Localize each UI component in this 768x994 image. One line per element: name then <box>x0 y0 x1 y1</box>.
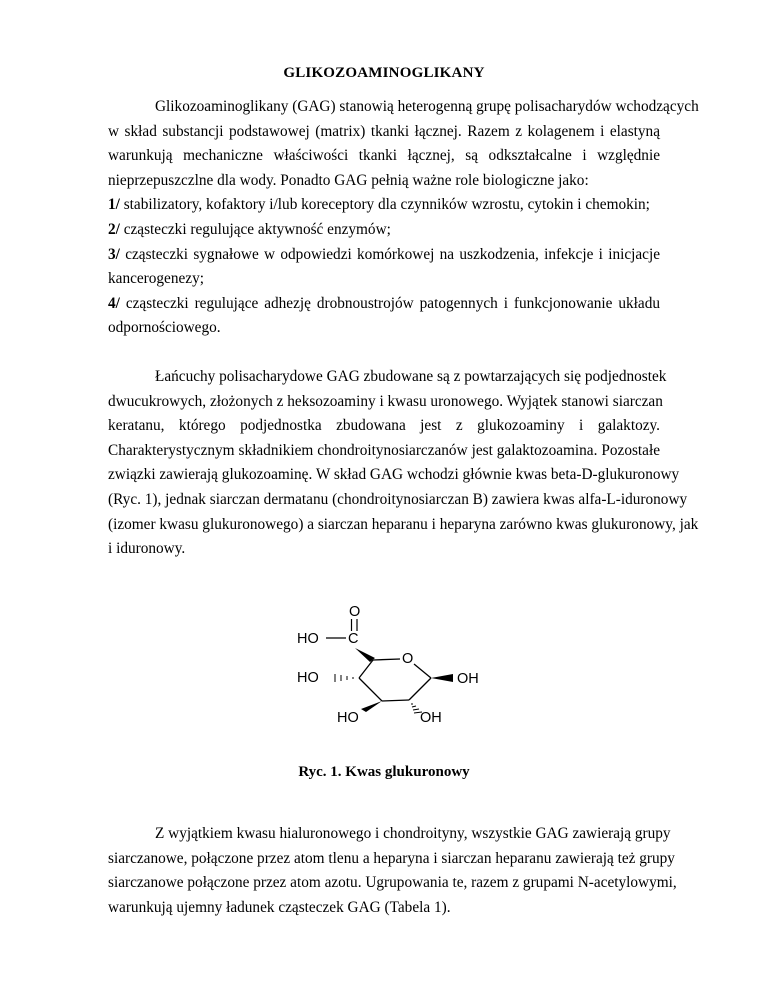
paragraph-line: Z wyjątkiem kwasu hialuronowego i chondroityny, wszystkie GAG zawierają grupy <box>155 825 671 842</box>
paragraph-line: i iduronowy. <box>108 540 186 558</box>
atom-label: O <box>349 604 361 620</box>
paragraph-line: nieprzepuszczlne dla wody. Ponadto GAG pełnią ważne role biologiczne jako: <box>108 171 589 189</box>
intro-section <box>108 95 699 341</box>
atom-label: HO <box>297 631 319 647</box>
list-item-number: 3/ <box>108 245 120 263</box>
paragraph-line: keratanu, którego podjednostka zbudowana jest z glukozoaminy i galaktozy. <box>108 417 660 435</box>
atom-label: OH <box>457 671 479 687</box>
paragraph-line: siarczanowe połączone przez atom azotu. Ugrupowania te, razem z grupami N-acetylowymi, <box>108 874 677 892</box>
list-item-text: cząsteczki sygnałowe w odpowiedzi komórkowej na uszkodzenia, infekcje i inicjacje <box>119 245 660 263</box>
atom-label: C <box>348 631 359 647</box>
list-item-text: cząsteczki regulujące adhezję drobnoustrojów patogennych i funkcjonowanie układu <box>119 294 660 312</box>
paragraph-line: dwucukrowych, złożonych z heksozoaminy i kwasu uronowego. Wyjątek stanowi siarczan <box>108 392 663 410</box>
list-item-number: 1/ <box>108 196 120 214</box>
paragraph-line: w skład substancji podstawowej (matrix) tkanki łącznej. Razem z kolagenem i elastyną <box>108 122 660 140</box>
list-item <box>108 292 660 317</box>
atom-label: HO <box>337 710 359 726</box>
paragraph-line: warunkują mechaniczne właściwości tkanki łącznej, są odkształcalne i względnie <box>108 147 660 165</box>
atom-label: O <box>402 651 414 667</box>
sulfate-section <box>108 822 677 920</box>
atom-label: OH <box>420 710 442 726</box>
paragraph-line: warunkują ujemny ładunek cząsteczek GAG (Tabela 1). <box>108 898 451 916</box>
paragraph-line: Charakterystycznym składnikiem chondroitynosiarczanów jest galaktozoamina. Pozostałe <box>108 441 660 459</box>
glucuronic-acid-structure <box>285 598 500 730</box>
list-item-number: 2/ <box>108 220 120 238</box>
structure-section <box>108 365 699 562</box>
paragraph-line: (Ryc. 1), jednak siarczan dermatanu (chondroitynosiarczan B) zawiera kwas alfa-L-iduronowy <box>108 490 688 508</box>
figure-caption: Ryc. 1. Kwas glukuronowy <box>298 764 470 780</box>
list-item-continuation: odpornościowego. <box>108 319 221 337</box>
paragraph-line: Łańcuchy polisacharydowe GAG zbudowane są z powtarzających się podjednostek <box>155 368 667 385</box>
page-title: GLIKOZOAMINOGLIKANY <box>283 65 485 81</box>
list-item-text: cząsteczki regulujące aktywność enzymów; <box>119 220 391 238</box>
list-item-text: stabilizatory, kofaktory i/lub koreceptory dla czynników wzrostu, cytokin i chemokin; <box>119 196 650 214</box>
list-item <box>108 218 660 243</box>
paragraph-line: Glikozoaminoglikany (GAG) stanowią heterogenną grupę polisacharydów wchodzących <box>155 98 699 115</box>
atom-label: HO <box>297 670 319 686</box>
list-item <box>108 243 660 268</box>
list-item <box>108 193 660 218</box>
paragraph-line: (izomer kwasu glukuronowego) a siarczan heparanu i heparyna zarówno kwas glukuronowy, jak <box>108 515 699 533</box>
list-item-number: 4/ <box>108 294 120 312</box>
paragraph-line: siarczanowe, połączone przez atom tlenu a heparyna i siarczan heparanu zawierają też grupy <box>108 849 675 867</box>
list-item-continuation: kancerogenezy; <box>108 270 204 288</box>
paragraph-line: związki zawierają glukozoaminę. W skład GAG wchodzi głównie kwas beta-D-glukuronowy <box>108 466 680 484</box>
